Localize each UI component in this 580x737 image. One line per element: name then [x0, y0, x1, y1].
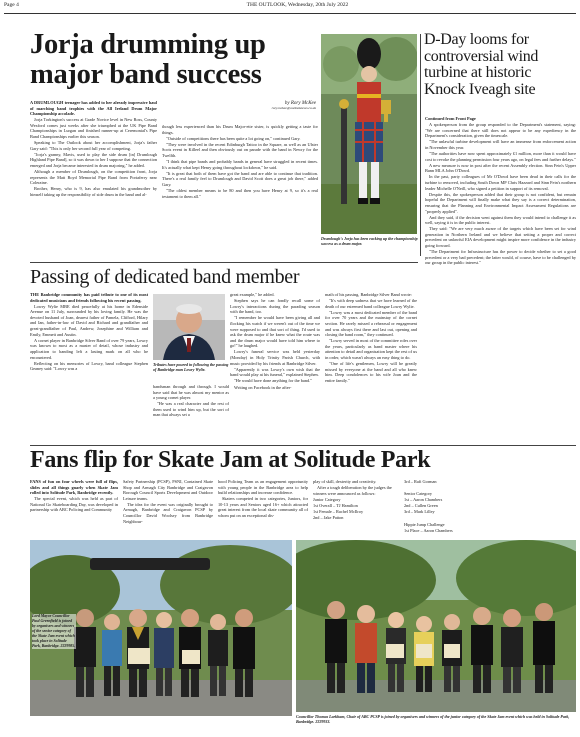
page-number: Page 4 — [4, 2, 19, 8]
skate-junior-photo — [296, 540, 576, 712]
story4-col2: Safety Partnership (PCSP), PSNI, Contained Skate Shop and Armagh City Banbridge and Craigavon Borough Council Sports Development and Outdoor Leisure teams. The idea for the event was originally brought to Armagh, Banbridge and Craigavon PCSP by Councillor David Woolsey from Banbridge Neighbour- — [123, 479, 213, 524]
story4-col3: hood Policing Team as an engagement opportunity with young people in the Banbridge area to help build relationships and increase confidence. Skaters competed in two categories, Juniors, for 10-13 years and Seniors aged 16+ which attracted great interest from the local skate community all of whom put on an exceptional dis- — [218, 479, 308, 519]
story1-headline: Jorja drumming up major band success — [30, 29, 266, 90]
story1-col2: though less experienced than his Drum Major-ette sister, is quickly getting a taste for things. "Outside of competitions there has been quite a lot going on," continued Gary. "They were involved in the recent Edinburgh Tattoo in the Square, as well as an Ulster Scots event in Killeel and then obviously out on parade with the band in Newry for the Twelfth. "I think that pipe bands and probably bands in general have struggled in recent times. It's actually what kept Henry going throughout lockdown," he said. "It is great that both of them have got the band and are able to continue that tradition. There's a real family feel to Drumlough and David Scott does a great job there," added Gary. "The oldest member means to be 80 and then you have Henry at 9, so it's a real testament to them all." — [162, 124, 318, 199]
page-header — [4, 2, 576, 14]
story4-col4: play of skill, dexterity and creativity. After a tough deliberation by the judges the winners were announced as follows: Junior Category 1st Overall – TJ Hamilton 1st Female – Rachel McIlroy 2nd – Jake Patton — [313, 479, 392, 521]
story3-col2-bottom: bandsman through and through. I would have said that he was almost my mentor as a young cornet player. "He was a real character and the rest of them used to wind him up, but the sort of man that always set a — [153, 384, 229, 418]
paper-dateline: THE OUTLOOK, Wednesday, 20th July 2022 — [246, 2, 349, 8]
story1-caption: Drumlough's Jorja has been racking up the championship success as a drum major. — [321, 236, 418, 246]
story4-headline: Fans flip for Skate Jam at Solitude Park — [30, 447, 431, 473]
story4-caption-right: Councillor Thomas Larkham, Chair of ABC PCSP is joined by organisers and winners of the junior category of the Skate Jam event which was held in Solitude Park, Banbridge. 2229933. — [296, 714, 570, 724]
lowry-photo — [153, 294, 225, 360]
story3-caption: Tributes have poured in following the passing of Banbridge man Lowry Wylie. — [153, 362, 229, 372]
story2-body: Continued from Front Page A spokesperson from the group responded to the Department's statement, saying: "We are concerned that there still does not appear to be any expediency in the Department's consideration, given the timescale. "The unlawful turbine development will have an immense from enforcement action in November this year. "The authorities have now spent approximately £1 million, more than it would have cost to revoke the planning permission four years ago, on legal fees and further delays." A new measure is now in post after the recent Assembly election. Sinn Fein's Upper Bann MLA John O'Dowd. In the past, party colleagues of Mr O'Dowd have been dead in their calls for the turbine to removed, including South Down MP Chris Hazzard and Sinn Fein's northern leader Michelle O'Neill, who signed a petition in support of its removal. Despite this, the spokesperson added that their group is not confident, but remain hopeful the Department will finally make what they say is a correct determination, ensuring that the Planning and Environmental Impact Assessment Regulations are "properly applied". And they said, if the decision went against them they would intend to challenge it as well, saying it is in the public interest. They said: "We are very much aware of the targets which have been set for wind generation in Northern Ireland and we believe that setting a proper and correct precedent on unlawful EIA development might inspire more confidence in the industry going forward. "The Department for Infrastructure has the power to decide whether to set a good precedent or a very bad precedent; the latter would, of course, have to be challenged by our group in the public interest." — [425, 116, 576, 266]
story2-headline: D-Day looms for controversial wind turbine at historic Knock Iveagh site — [424, 31, 539, 98]
story3-col1: THE Banbridge community has paid tribute to one of its most dedicated musicians and friends following his recent passing. Lowry Wylie MBE died peacefully at his home in Edenside Avenue on 11 July, surrounded by his loving family. He was the devoted husband of Joan, dearest father of Pamela, Clifford, Hilary and Ian, father-in-law of David and Richard and grandfather and great-grandfather of Paul, Andrew, Josephine and William and Emily, Emmett and Austin. A cornet player in Banbridge Silver Band of over 79 years, Lowry was known to most as a master of detail, whose industry and application to banding left a lasting mark on all who he encountered. Reflecting on his memories of Lowry, band colleague Stephen Geaney said: "Lowry was a — [30, 292, 148, 372]
story3-headline: Passing of dedicated band member — [30, 266, 300, 288]
story3-col2-top: great example," he added. Stephen says he can fondly recall some of Lowry's interactions during the parading season with the band, too. "I remember he would have been giving all and flocking his watch if we weren't out of the time we were supposed to and that sort of thing. I'd used to ask the drum major if he knew what the route was and the drum major would have told him where to go!" he laughed. Lowry's funeral service was held yesterday (Monday) in Holy Trinity Parish Church, with music provided by his friends at Banbridge Silver. "Apparently it was Lowry's own wish that the band would play at his funeral," explained Stephen. "He would have done anything for the band." Writing on Facebook in the after- — [230, 292, 320, 390]
story1-col1: A DRUMLOUGH teenager has added to her already impressive haul of marching band trophies with the All Ireland Drum Major Championship accolade. Jorja Torkington's success at Grade Novice level in New Ross, County Wexford comes just weeks after she triumphed at the UK Pipe Band Championships in Lurgan and finished runner-up at Ceremonial's Pipe Band Championships earlier this season. Speaking to The Outlook about her accomplishment, Jorja's father Gary said: "This is only her second full year of competing. "Jorja's granny, Mavis, used to play the side drum [in] Drumlough Highland Pipe Band], so it was down to her I suppose that the connection emerged and Jorja became interested in drum majoring," he added. Although a member of Drumlough, on the competition front, Jorja represents the Matt Boyd Memorial Pipe Band from Portaferry near Coleraine. Brother, Henry, who is 9, has also emulated his grandmother by himself taking up the responsibility of side drum in the band and al- — [30, 100, 157, 197]
story4-caption-left: Lord Mayor Councillor Paul Greenfield is joined by organisers and winners of the senior category of the Skate Jam event which took place in Solitude Park, Banbridge. 2229985. — [32, 614, 76, 648]
jorja-photo — [321, 34, 417, 234]
story4-col1: FANS of fun on four wheels were full of flips, slides and all things gnarly when Skate Jam rolled into Solitude Park, Banbridge recently. The special event, which was held as part of National Go Skateboarding Day, was developed in partnership with ABC Policing and Community — [30, 479, 118, 513]
story4-col5: 3rd – Rafi Gorman Senior Category 1st – Aaron Chambers 2nd – Cullen Green 3rd – Mark Lilley Hippie Jump Challenge 1st Place – Aaron Chambers — [404, 479, 453, 533]
story1-byline: by Rory McKee rory.mckee@outlooknews.co.uk — [271, 101, 316, 110]
story3-col3: math of his passing, Banbridge Silver Band wrote: "It's with deep sadness that we have learned of the death of our esteemed band colleague Lowry Wylie. "Lowry was a most dedicated member of the band for over 70 years and the mainstay of the cornet section. He rarely missed a rehearsal or engagement and was always first there and last out, opening and closing the band room," they continued. "Lowry served in most of the committee roles over the years, particularly as band master where his attention to detail and organisation kept the rest of us in order, which wasn't always an easy thing to do. "One of life's gentlemen, Lowry will be greatly missed by everyone at the band and all who knew him. Deep condolences to his wife Joan and the entire family." — [325, 292, 417, 383]
